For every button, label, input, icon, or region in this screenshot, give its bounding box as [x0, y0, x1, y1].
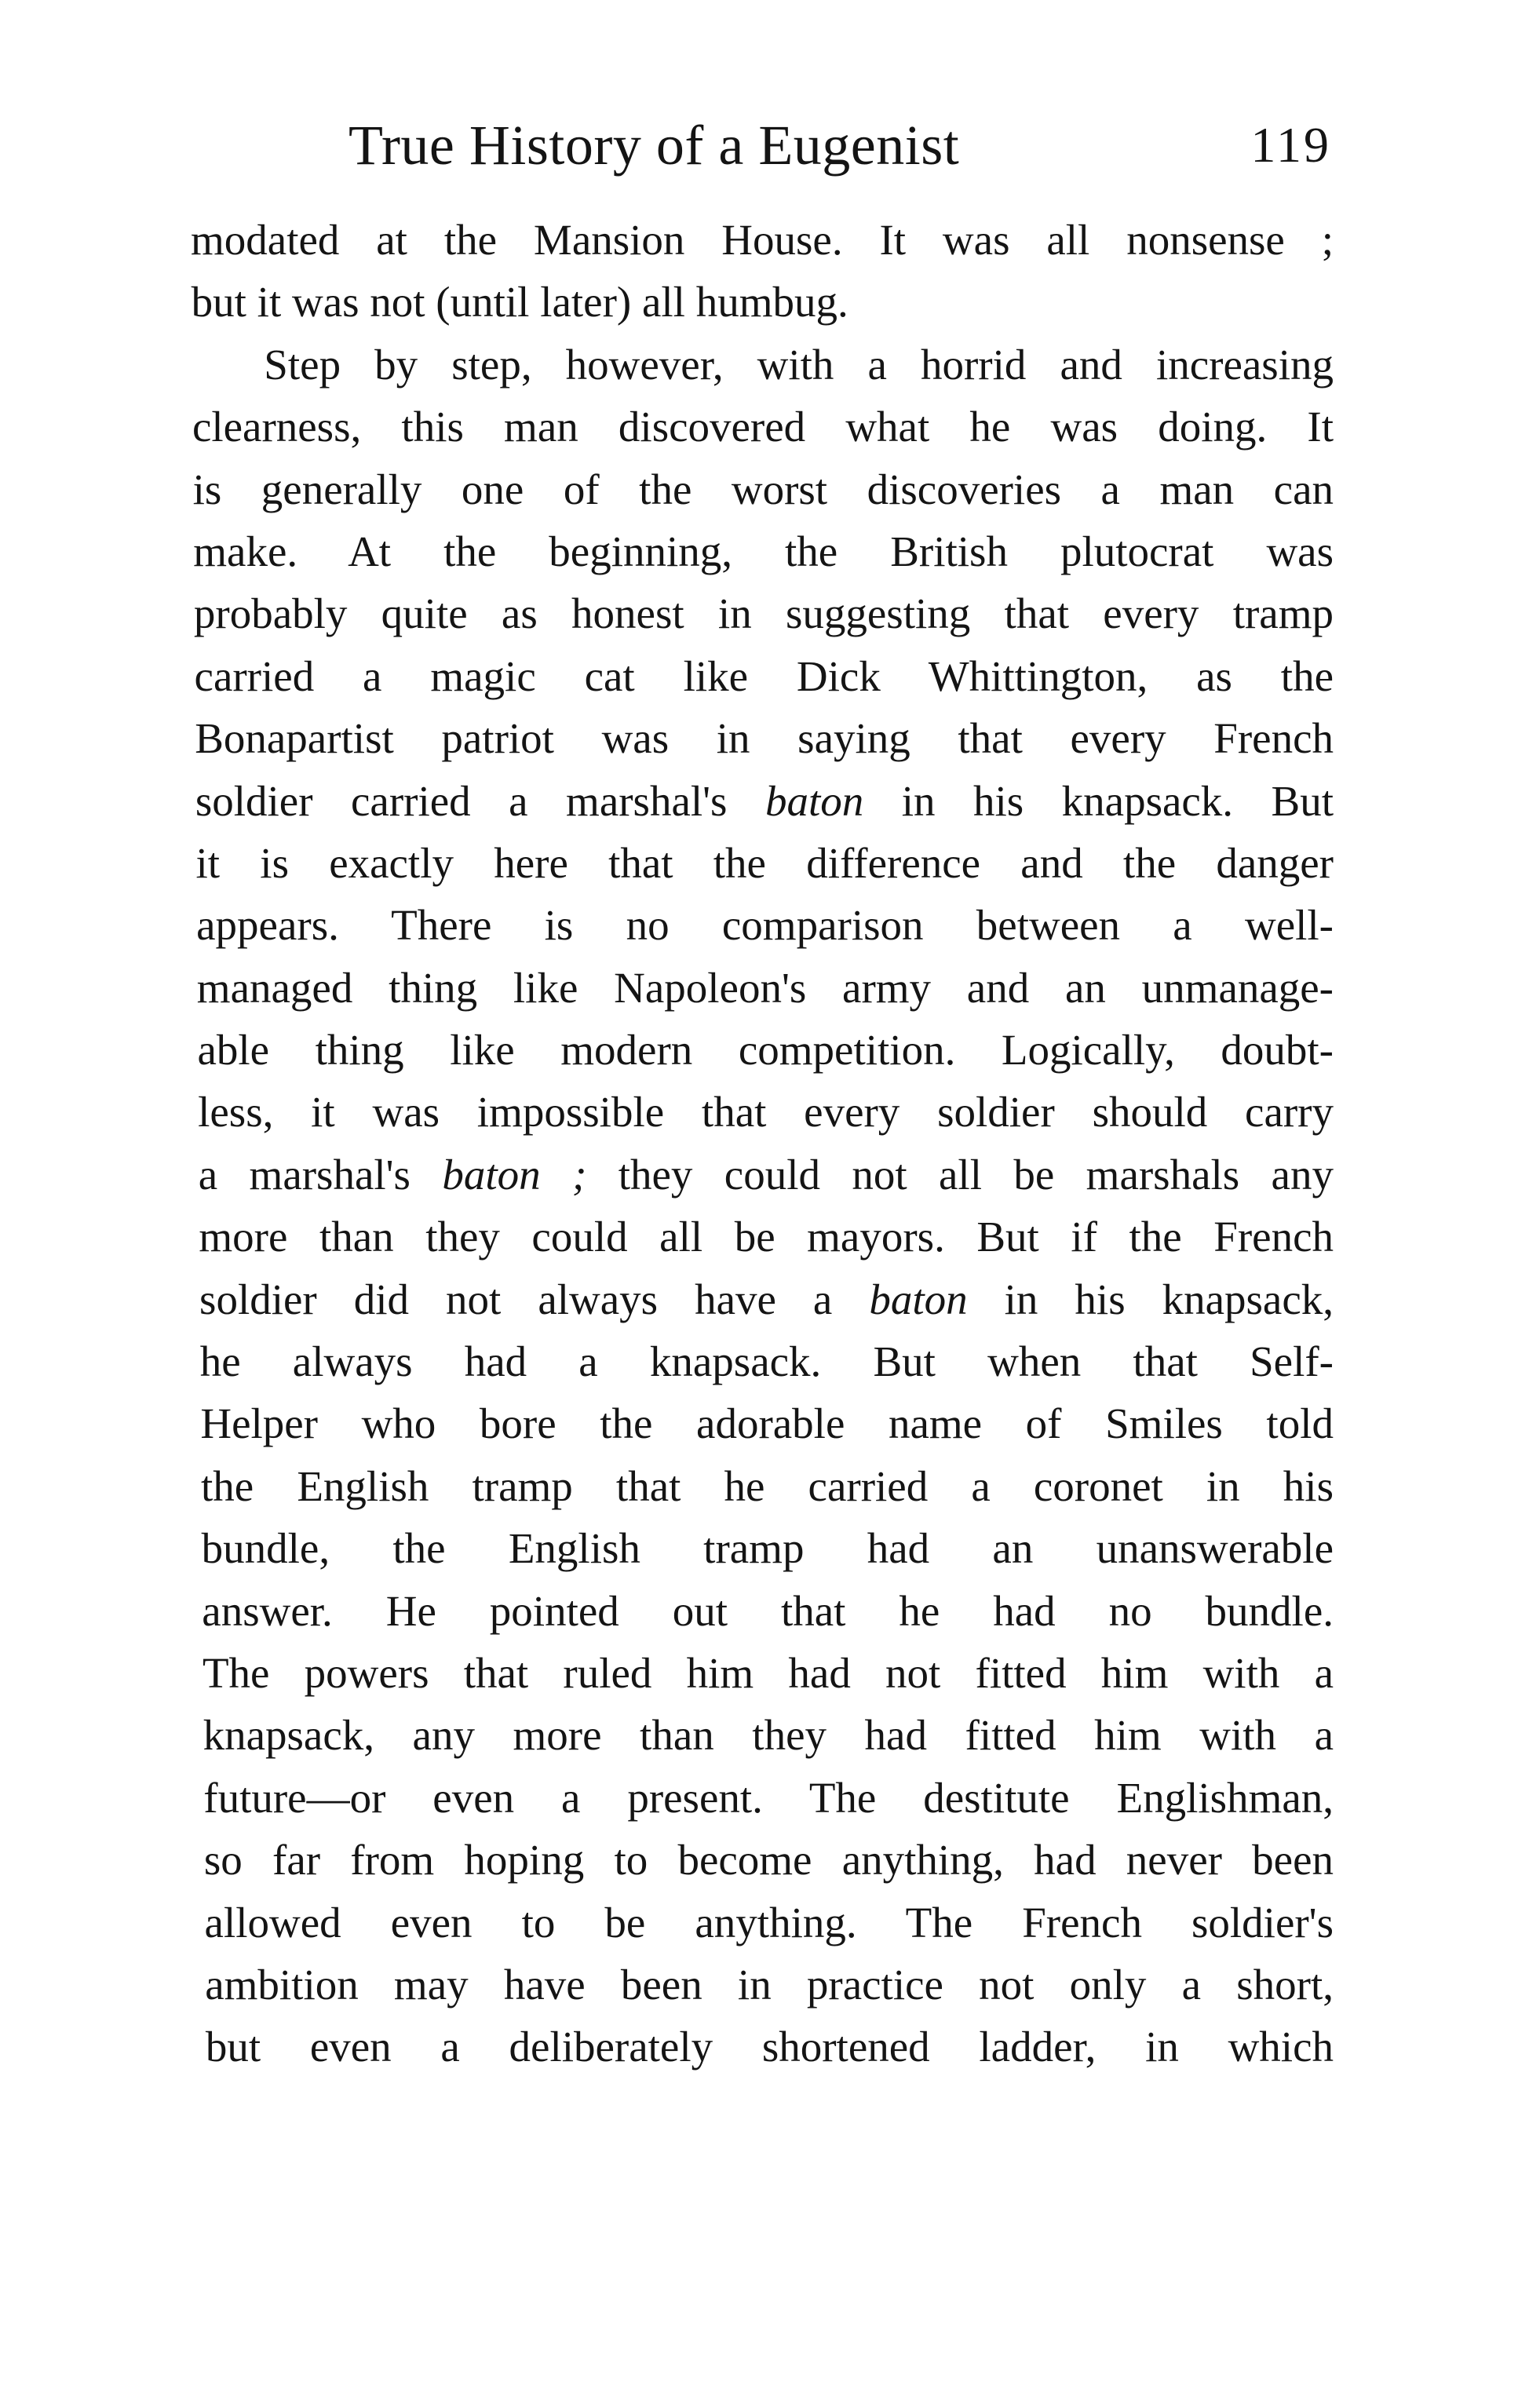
text-line [203, 1767, 1334, 1829]
text-span: less, it was impossible that every soldier should carry [198, 1088, 1334, 1137]
text-span: bundle, the English tramp had an unanswerable [201, 1524, 1334, 1573]
text-line [195, 645, 1334, 707]
text-line [202, 1580, 1334, 1642]
text-span: ambition may have been in practice not only a short, [205, 1960, 1334, 2008]
text-line [193, 458, 1334, 520]
text-span: so far from hoping to become anything, had never been [203, 1836, 1334, 1884]
text-span: more than they could all be mayors. But if the French [199, 1213, 1334, 1261]
text-line [206, 2016, 1334, 2078]
text-line [201, 1455, 1334, 1517]
text-span: probably quite as honest in suggesting that every tramp [193, 589, 1334, 638]
text-line [195, 770, 1334, 832]
text-span: appears. There is no comparison between a well- [196, 901, 1334, 950]
text-line [205, 1892, 1334, 1954]
text-span: Step by step, however, with a horrid and increasing [264, 340, 1334, 389]
running-header [348, 110, 1331, 181]
text-span: is generally one of the worst discoveries a man can [192, 465, 1334, 513]
text-line [197, 957, 1334, 1019]
text-line [196, 832, 1334, 894]
text-line [191, 209, 1334, 271]
italic-text: baton [869, 1275, 968, 1323]
text-line [192, 396, 1334, 458]
text-span: Bonapartist patriot was in saying that every French [195, 714, 1334, 763]
text-line [198, 1081, 1334, 1143]
text-line [199, 1144, 1334, 1206]
italic-text: baton ; [442, 1150, 587, 1199]
text-span: a marshal's [198, 1150, 443, 1199]
text-span: the English tramp that he carried a coronet in his [201, 1461, 1334, 1510]
text-line [200, 1330, 1334, 1392]
text-span: modated at the Mansion House. It was all nonsense ; [191, 216, 1334, 264]
text-span: clearness, this man discovered what he was doing. It [192, 403, 1334, 451]
text-span: answer. He pointed out that he had no bundle. [202, 1586, 1334, 1635]
text-line [194, 582, 1334, 644]
text-span: allowed even to be anything. The French soldier's [204, 1898, 1334, 1946]
text-line [202, 1517, 1334, 1579]
text-span: knapsack, any more than they had fitted him with a [203, 1711, 1334, 1760]
text-span: they could not all be marshals any [586, 1150, 1334, 1199]
text-span: soldier carried a marshal's [195, 776, 765, 825]
text-line [197, 1019, 1334, 1081]
text-span: Helper who bore the adorable name of Smiles told [200, 1399, 1334, 1448]
text-span: soldier did not always have a [199, 1275, 870, 1323]
text-line [192, 334, 1334, 396]
body-text [191, 209, 1334, 2078]
page-number: 119 [1250, 117, 1331, 173]
text-span: able thing like modern competition. Logically, doubt- [197, 1026, 1334, 1074]
text-span: but even a deliberately shortened ladder, in which [205, 2023, 1334, 2071]
text-span: in his knapsack. But [863, 776, 1334, 825]
text-span: he always had a knapsack. But when that Self- [199, 1337, 1334, 1386]
text-span: in his knapsack, [967, 1275, 1334, 1323]
text-line [196, 894, 1334, 956]
text-line [204, 1829, 1334, 1891]
text-line [205, 1954, 1334, 2016]
text-span: it is exactly here that the difference and the danger [195, 838, 1334, 887]
text-line [193, 520, 1334, 582]
text-line [200, 1392, 1334, 1454]
text-span: make. At the beginning, the British plutocrat was [193, 527, 1334, 575]
text-span: future—or even a present. The destitute Englishman, [203, 1773, 1334, 1822]
text-line [195, 707, 1334, 769]
text-line [203, 1642, 1334, 1704]
text-span: managed thing like Napoleon's army and an unmanage- [196, 963, 1334, 1012]
text-span: The powers that ruled him had not fitted him with a [202, 1648, 1334, 1697]
italic-text: baton [764, 776, 864, 825]
text-line [199, 1206, 1334, 1268]
text-line [199, 1268, 1334, 1330]
text-span: but it was not (until later) all humbug. [191, 278, 848, 327]
text-line [203, 1704, 1334, 1766]
text-span: carried a magic cat like Dick Whittington, as the [194, 651, 1334, 700]
text-line [192, 271, 1334, 333]
running-title: True History of a Eugenist [348, 114, 960, 177]
